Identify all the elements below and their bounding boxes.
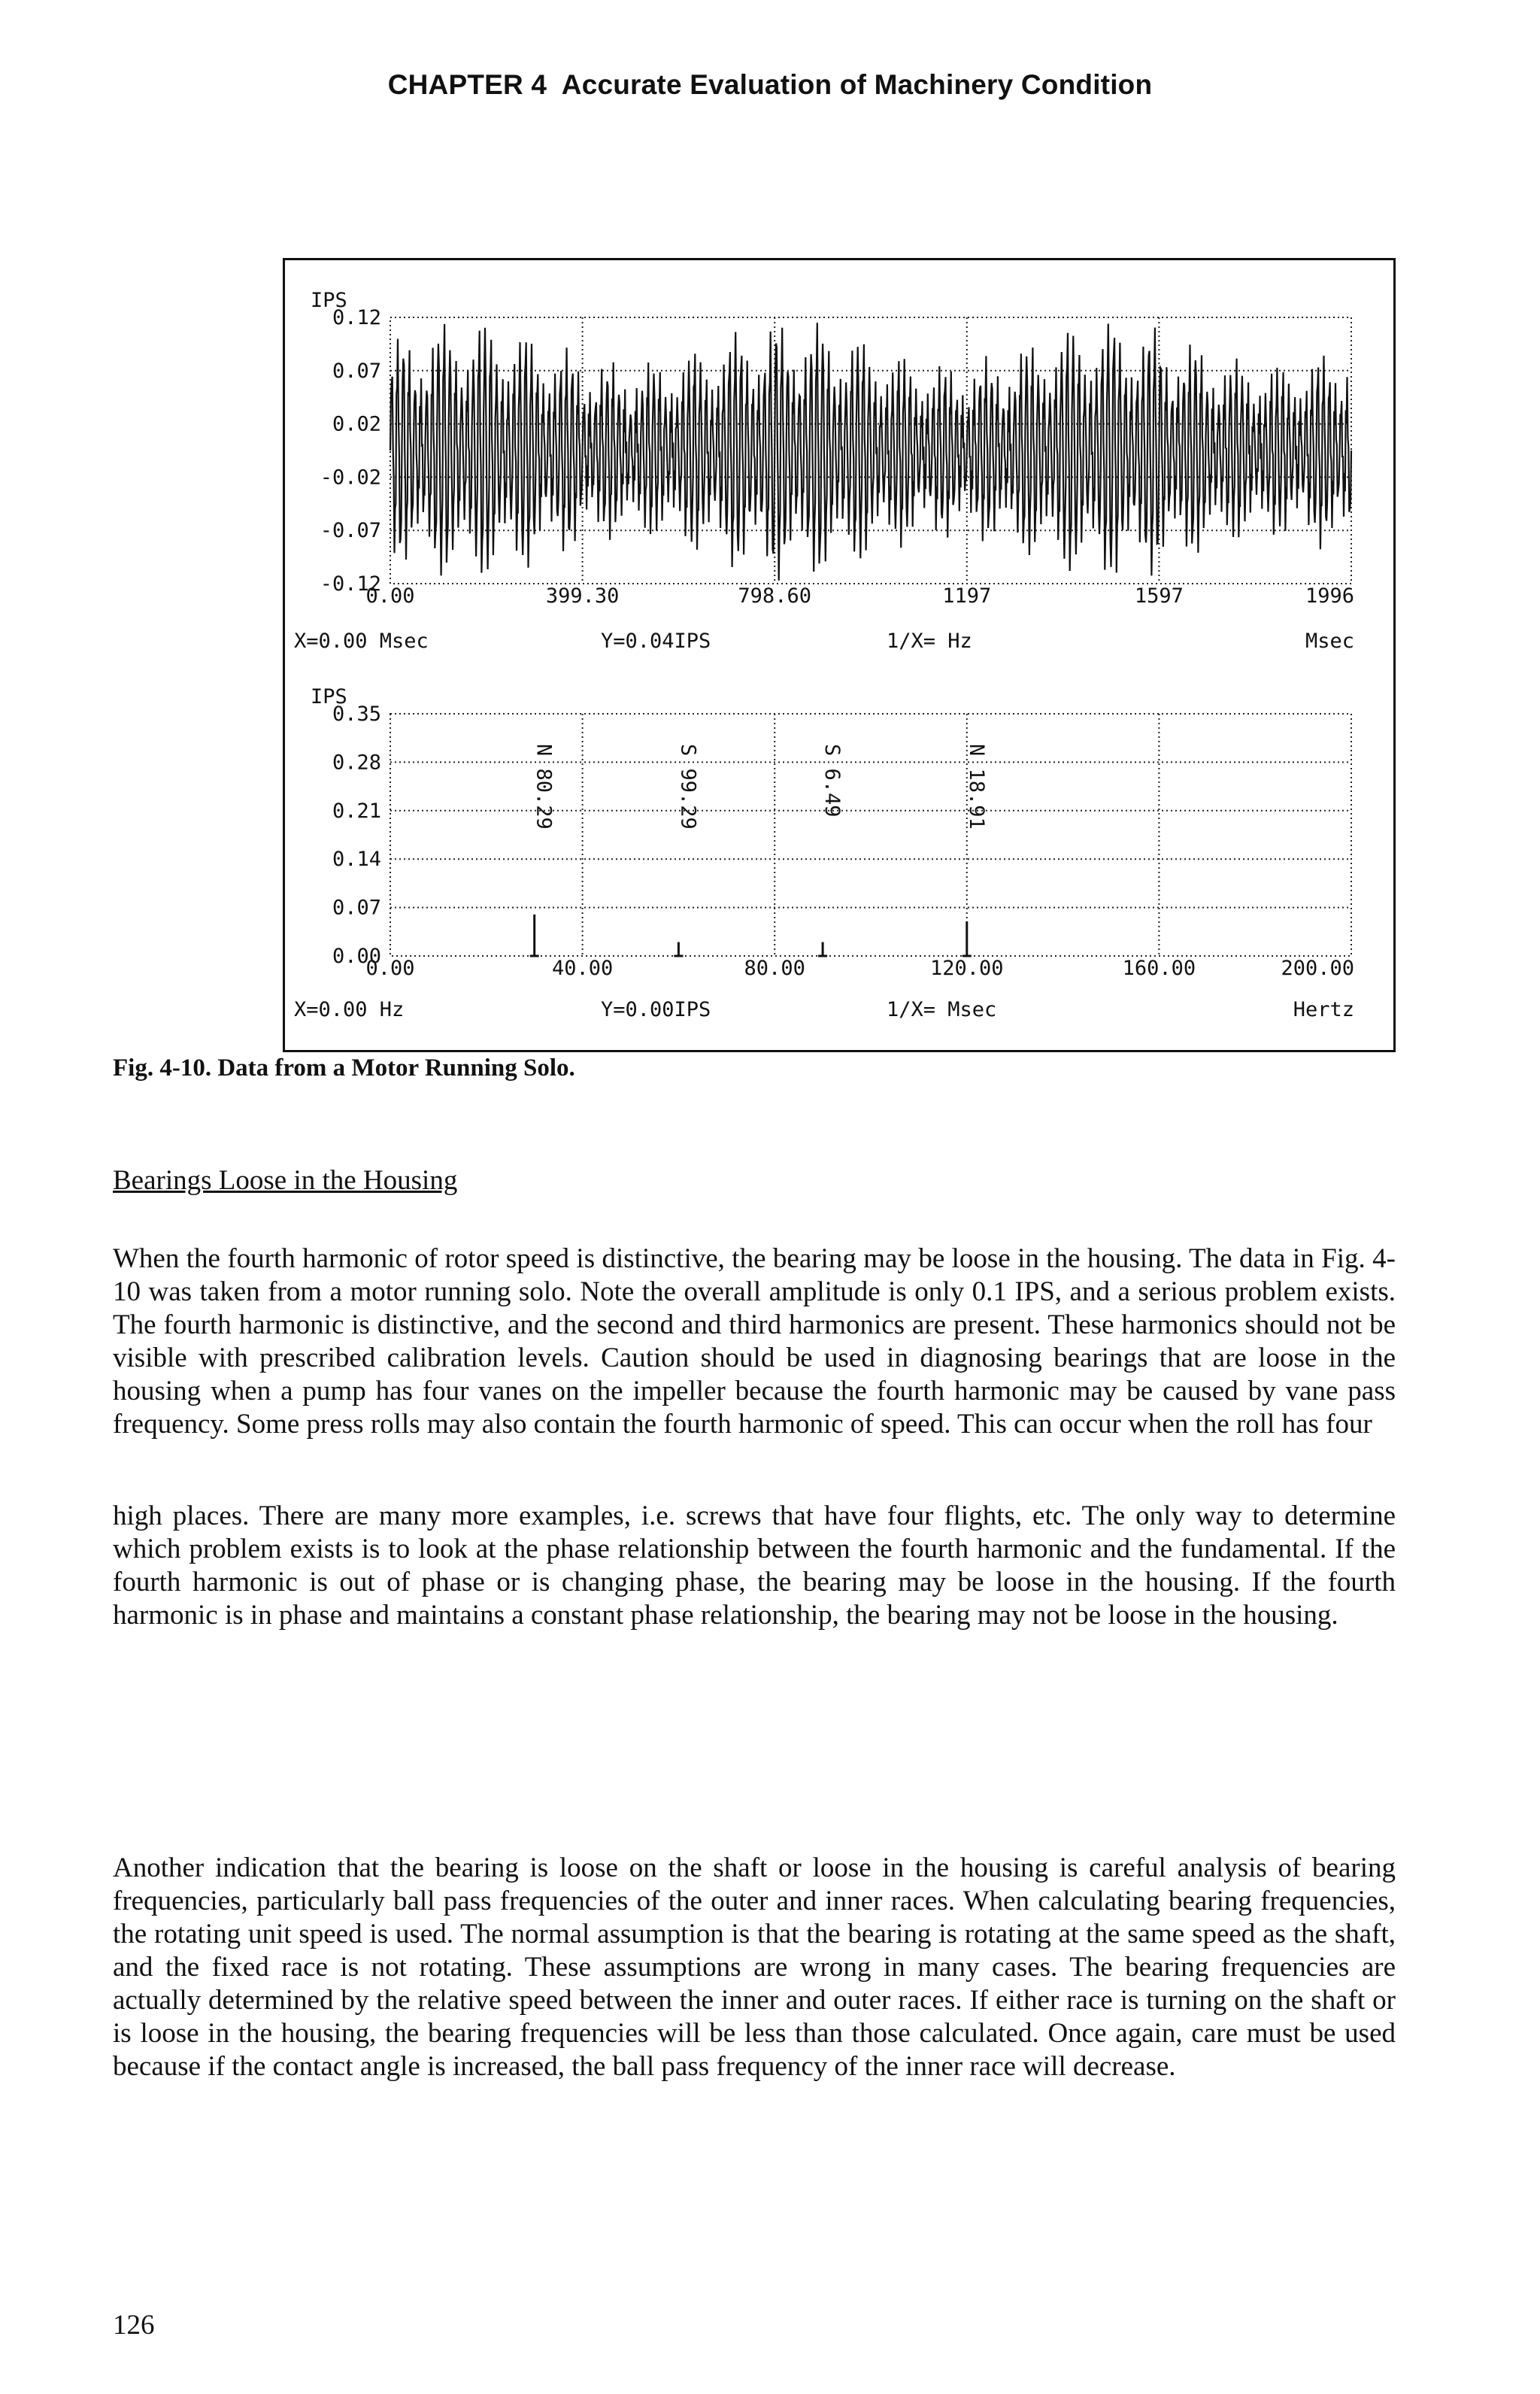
figure-caption: Fig. 4-10. Data from a Motor Running Solo. bbox=[113, 1054, 575, 1082]
section-heading: Bearings Loose in the Housing bbox=[113, 1165, 458, 1196]
page-number: 126 bbox=[113, 2310, 155, 2341]
plot1-ylabel: IPS bbox=[311, 289, 347, 312]
paragraph-2: high places. There are many more examples, i.e. screws that have four flights, etc. The only way to determine which problem exists is to look at the phase relationship between the fourth harmonic and the fundamental. If the fourth harmonic is out of phase or is changing phase, the bearing may be loose in the housing. If the fourth harmonic is in phase and maintains a constant phase relationship, the bearing may not be loose in the housing. bbox=[113, 1500, 1396, 1631]
plot1-xtick: 1197 bbox=[942, 584, 992, 608]
plot2-readout-y: Y=0.00IPS bbox=[601, 998, 711, 1021]
plot2-readout-x: X=0.00 Hz bbox=[294, 998, 405, 1021]
plot1-xtick: 399.30 bbox=[545, 584, 620, 608]
plot1-ytick: 0.02 bbox=[332, 412, 381, 436]
plot2-xtick: 160.00 bbox=[1122, 957, 1196, 980]
plot1-xtick: 0.00 bbox=[365, 584, 415, 608]
plot1-xlabel: Msec bbox=[1305, 630, 1354, 653]
spectrum-peak-label: S 99.29 bbox=[676, 744, 700, 830]
plot2-xlabel: Hertz bbox=[1293, 998, 1354, 1021]
plot1-ytick: -0.02 bbox=[320, 466, 381, 490]
plot2-xtick: 0.00 bbox=[365, 957, 415, 980]
plot2-readout-inv: 1/X= Msec bbox=[887, 998, 997, 1021]
chapter-title: Accurate Evaluation of Machinery Condition bbox=[561, 69, 1153, 100]
plot2-ytick: 0.07 bbox=[332, 896, 381, 920]
plot1-xtick: 798.60 bbox=[738, 584, 811, 608]
plot1-ytick: 0.12 bbox=[332, 306, 381, 329]
paragraph-1: When the fourth harmonic of rotor speed is distinctive, the bearing may be loose in the housing. The data in Fig. 4-10 was taken from a motor running solo. Note the overall amplitude is only 0.1 IPS, and a serious problem exists. The fourth harmonic is distinctive, and the second and third harmonics are present. These harmonics should not be visible with prescribed calibration levels. Caution should be used in diagnosing bearings that are loose in the housing when a pump has four vanes on the impeller because the fourth harmonic may be caused by vane pass frequency. Some press rolls may also contain the fourth harmonic of speed. This can occur when the roll has four bbox=[113, 1243, 1396, 1440]
plot2-ytick: 0.00 bbox=[332, 945, 381, 968]
spectrum-peak-label: N 80.29 bbox=[532, 744, 556, 830]
plot2-ytick: 0.35 bbox=[332, 702, 381, 726]
chapter-number: CHAPTER 4 bbox=[387, 69, 547, 100]
plot1-readout-x: X=0.00 Msec bbox=[294, 630, 429, 653]
plot2-ytick: 0.21 bbox=[332, 799, 381, 823]
plot2-xtick: 120.00 bbox=[930, 957, 1004, 980]
plot2-ytick: 0.14 bbox=[332, 848, 381, 872]
plot2-xtick: 40.00 bbox=[551, 957, 614, 980]
plot2-ylabel: IPS bbox=[311, 685, 347, 708]
plot1-readout-inv: 1/X= Hz bbox=[887, 630, 972, 653]
spectrum-peak-label: S 6.49 bbox=[820, 744, 844, 818]
plot2-ytick: 0.28 bbox=[332, 751, 381, 775]
figure-plots bbox=[285, 260, 1398, 1054]
plot1-xtick: 1597 bbox=[1134, 584, 1184, 608]
running-header bbox=[0, 69, 1540, 101]
plot1-ytick: 0.07 bbox=[332, 359, 381, 383]
plot1-readout-y: Y=0.04IPS bbox=[601, 630, 711, 653]
spectrum-peak-label: N 18.91 bbox=[964, 744, 988, 830]
plot1-ytick: -0.07 bbox=[320, 519, 381, 543]
plot1-ytick: -0.12 bbox=[320, 572, 381, 596]
plot1-waveform bbox=[390, 323, 1351, 581]
plot2-xtick: 200.00 bbox=[1281, 957, 1354, 980]
paragraph-3: Another indication that the bearing is loose on the shaft or loose in the housing is careful analysis of bearing frequencies, particularly ball pass frequencies of the outer and inner races. When calculating bearing frequencies, the rotating unit speed is used. The normal assumption is that the bearing is rotating at the same speed as the shaft, and the fixed race is not rotating. These assumptions are wrong in many cases. The bearing frequencies are actually determined by the relative speed between the inner and outer races. If either race is turning on the shaft or is loose in the housing, the bearing frequencies will be less than those calculated. Once again, care must be used because if the contact angle is increased, the ball pass frequency of the inner race will decrease. bbox=[113, 1852, 1396, 2082]
figure-panel bbox=[283, 258, 1396, 1052]
plot1-xtick: 1996 bbox=[1305, 584, 1354, 608]
plot2-xtick: 80.00 bbox=[744, 957, 805, 980]
